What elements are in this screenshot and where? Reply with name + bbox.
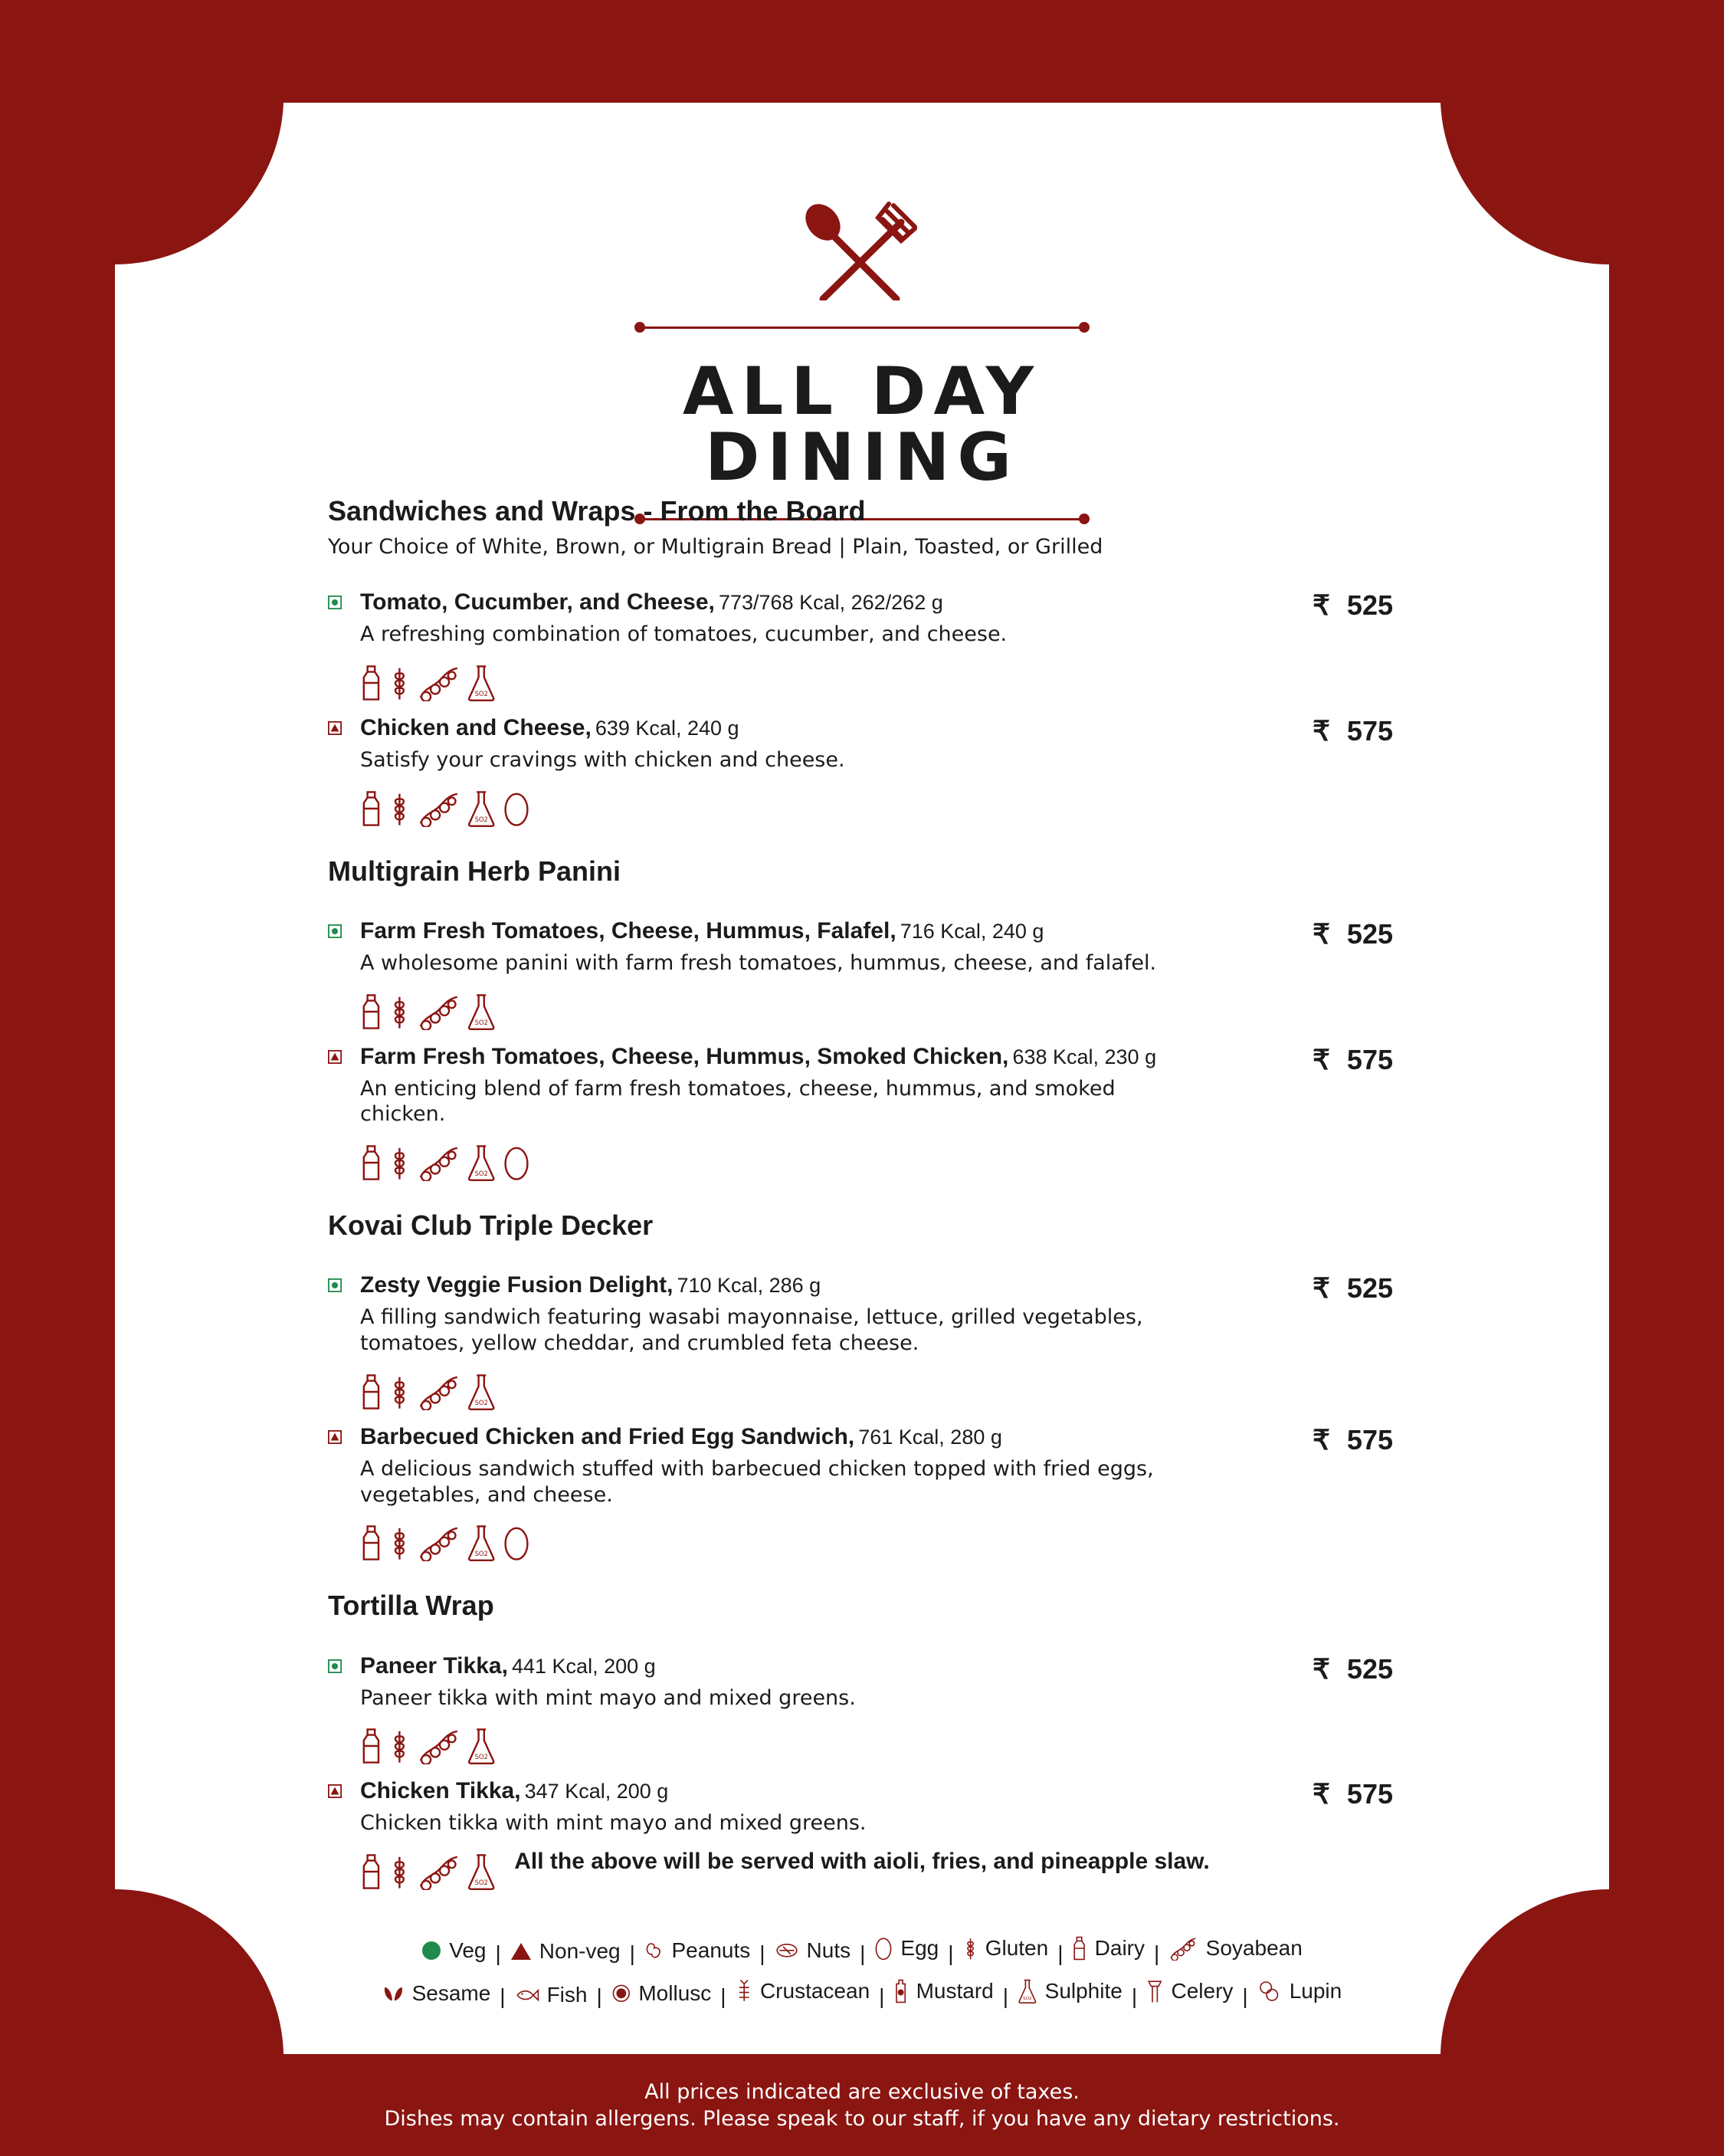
sulphite-icon xyxy=(467,1373,496,1410)
sulphite-icon xyxy=(467,665,496,701)
legend-label: Celery xyxy=(1171,1979,1234,2003)
item-nutrition: 773/768 Kcal, 262/262 g xyxy=(718,591,943,615)
rupee-icon: ₹ xyxy=(1313,1778,1330,1810)
menu-item xyxy=(328,715,1401,827)
non-veg-mark-icon xyxy=(328,1050,342,1064)
legend-label: Egg xyxy=(900,1936,939,1960)
legend-label: Mustard xyxy=(916,1979,994,2003)
egg-icon xyxy=(874,1936,893,1961)
allergen-icons xyxy=(360,987,1401,1030)
svg-text:SO2: SO2 xyxy=(474,1018,489,1026)
sulphite-icon xyxy=(467,790,496,827)
legend-label: Non-veg xyxy=(539,1939,621,1963)
legend-separator: | xyxy=(720,1984,726,2008)
price-value: 525 xyxy=(1346,1652,1393,1685)
price-value: 525 xyxy=(1346,589,1393,622)
legend-item xyxy=(1257,1979,1342,2003)
gluten-icon xyxy=(388,665,411,701)
legend-item xyxy=(874,1936,939,1961)
section-title: Kovai Club Triple Decker xyxy=(328,1209,654,1242)
legend-item xyxy=(644,1938,750,1963)
legend-label: Dairy xyxy=(1094,1936,1145,1960)
section-title: Multigrain Herb Panini xyxy=(328,855,621,887)
allergen-legend-row-1 xyxy=(0,1936,1724,1966)
rupee-icon: ₹ xyxy=(1313,589,1330,622)
legend-separator: | xyxy=(860,1941,866,1965)
gluten-icon xyxy=(388,1728,411,1764)
gluten-icon xyxy=(388,1524,411,1561)
legend-label: Soyabean xyxy=(1205,1936,1303,1960)
gluten-icon xyxy=(388,790,411,827)
menu-section xyxy=(328,1589,1401,1890)
legend-label: Veg xyxy=(449,1938,487,1962)
allergen-icons xyxy=(360,1367,1401,1410)
egg-icon xyxy=(503,790,530,827)
item-description: Chicken tikka with mint mayo and mixed greens. xyxy=(360,1811,867,1836)
lupin-icon xyxy=(1257,1979,1282,2003)
price-value: 575 xyxy=(1346,1778,1393,1810)
item-nutrition: 441 Kcal, 200 g xyxy=(512,1654,656,1678)
legend-label: Lupin xyxy=(1289,1979,1342,2003)
legend-label: Nuts xyxy=(806,1938,851,1963)
gluten-icon xyxy=(388,993,411,1030)
rupee-icon: ₹ xyxy=(1313,917,1330,950)
legend-label: Sesame xyxy=(411,1981,491,2006)
gluten-icon xyxy=(388,1144,411,1181)
item-name: Farm Fresh Tomatoes, Cheese, Hummus, Falafel, xyxy=(360,917,896,943)
legend-item xyxy=(510,1939,621,1964)
footer xyxy=(0,2079,1724,2132)
gluten-icon xyxy=(388,1373,411,1410)
item-nutrition: 761 Kcal, 280 g xyxy=(858,1425,1002,1449)
svg-text:SO2: SO2 xyxy=(474,1550,489,1558)
allergen-icons xyxy=(360,1518,1401,1561)
item-description: An enticing blend of farm fresh tomatoes, cheese, hummus, and smoked chicken. xyxy=(360,1076,1116,1127)
item-nutrition: 347 Kcal, 200 g xyxy=(524,1780,669,1803)
item-nutrition: 716 Kcal, 240 g xyxy=(900,919,1044,943)
soyabean-icon xyxy=(417,790,461,827)
legend-item xyxy=(893,1979,993,2003)
gluten-icon xyxy=(963,1936,978,1961)
spoon-fork-icon xyxy=(797,201,919,300)
item-description: A filling sandwich featuring wasabi mayonnaise, lettuce, grilled vegetables, tomatoes, yellow cheddar, and crumbled feta cheese. xyxy=(360,1305,1143,1356)
allergen-icons xyxy=(360,658,1401,701)
egg-icon xyxy=(503,1524,530,1561)
legend-item xyxy=(736,1979,870,2003)
item-description: A refreshing combination of tomatoes, cucumber, and cheese. xyxy=(360,622,1008,647)
legend-separator: | xyxy=(1002,1984,1009,2008)
peanut-icon xyxy=(644,1941,664,1961)
celery-icon xyxy=(1146,1979,1163,2003)
svg-text:SO2: SO2 xyxy=(1023,1997,1032,2002)
item-name: Paneer Tikka, xyxy=(360,1652,508,1679)
item-nutrition: 638 Kcal, 230 g xyxy=(1012,1045,1157,1068)
sulphite-icon xyxy=(467,1144,496,1181)
allergen-icons xyxy=(360,784,1401,827)
item-price xyxy=(1313,1653,1393,1685)
price-value: 575 xyxy=(1346,714,1393,747)
sulphite-icon xyxy=(467,993,496,1030)
dairy-icon xyxy=(360,665,382,701)
legend-separator: | xyxy=(879,1984,885,2008)
sulphite-icon xyxy=(1018,1979,1037,2003)
served-note: All the above will be served with aioli, fries, and pineapple slaw. xyxy=(514,1849,1210,1874)
menu-item xyxy=(328,1653,1401,1765)
rupee-icon: ₹ xyxy=(1313,1652,1330,1685)
dairy-icon xyxy=(1072,1936,1087,1961)
legend-separator: | xyxy=(1154,1941,1160,1965)
title-rule-top xyxy=(536,322,1188,333)
non-veg-mark-icon xyxy=(328,1784,342,1798)
non-veg-mark-icon xyxy=(328,1430,342,1444)
item-nutrition: 639 Kcal, 240 g xyxy=(595,716,739,740)
item-description: A wholesome panini with farm fresh tomatoes, hummus, cheese, and falafel. xyxy=(360,950,1157,975)
dairy-icon xyxy=(360,1524,382,1561)
legend-item xyxy=(1146,1979,1233,2003)
item-name: Farm Fresh Tomatoes, Cheese, Hummus, Smoked Chicken, xyxy=(360,1043,1009,1069)
menu-section xyxy=(328,855,1401,1181)
item-price xyxy=(1313,918,1393,950)
item-name: Chicken and Cheese, xyxy=(360,714,592,740)
item-name: Zesty Veggie Fusion Delight, xyxy=(360,1272,674,1298)
veg-mark-icon xyxy=(328,1659,342,1673)
item-nutrition: 710 Kcal, 286 g xyxy=(677,1274,821,1298)
fish-icon xyxy=(515,1987,539,2003)
legend-item xyxy=(1072,1936,1145,1961)
section-title: Sandwiches and Wraps - From the Board xyxy=(328,495,866,527)
legend-item xyxy=(775,1938,851,1963)
item-price xyxy=(1313,1778,1393,1810)
non-veg-triangle-icon xyxy=(510,1942,532,1961)
item-price xyxy=(1313,1424,1393,1456)
rupee-icon: ₹ xyxy=(1313,1423,1330,1455)
page-title: ALL DAY DINING xyxy=(682,353,1042,496)
menu-section xyxy=(328,494,1401,827)
rupee-icon: ₹ xyxy=(1313,1043,1330,1075)
item-name: Tomato, Cucumber, and Cheese, xyxy=(360,589,715,615)
soyabean-icon xyxy=(417,1524,461,1561)
price-value: 525 xyxy=(1346,1272,1393,1304)
veg-dot-icon xyxy=(421,1941,441,1961)
price-value: 575 xyxy=(1346,1043,1393,1075)
menu-section xyxy=(328,1209,1401,1561)
soyabean-icon xyxy=(417,993,461,1030)
legend-separator: | xyxy=(629,1941,635,1965)
item-price xyxy=(1313,589,1393,622)
dairy-icon xyxy=(360,1728,382,1764)
legend-separator: | xyxy=(596,1984,602,2008)
svg-text:SO2: SO2 xyxy=(474,1753,489,1761)
item-description: A delicious sandwich stuffed with barbecued chicken topped with fried eggs, vegetables, and cheese. xyxy=(360,1456,1154,1507)
legend-item xyxy=(1018,1979,1123,2003)
section-subtitle: Your Choice of White, Brown, or Multigrain Bread | Plain, Toasted, or Grilled xyxy=(328,535,1103,560)
veg-mark-icon xyxy=(328,924,342,938)
dairy-icon xyxy=(360,1144,382,1181)
menu-item xyxy=(328,1044,1401,1182)
soyabean-icon xyxy=(417,665,461,701)
legend-item xyxy=(382,1981,491,2006)
legend-separator: | xyxy=(759,1941,765,1965)
soyabean-icon xyxy=(417,1373,461,1410)
dairy-icon xyxy=(360,790,382,827)
legend-label: Gluten xyxy=(985,1936,1049,1960)
menu-item xyxy=(328,1272,1401,1410)
legend-item xyxy=(515,1983,588,2007)
legend-separator: | xyxy=(1131,1984,1138,2008)
soyabean-icon xyxy=(1168,1936,1198,1961)
mustard-icon xyxy=(893,1979,908,2003)
footer-allergen-note: Dishes may contain allergens. Please speak to our staff, if you have any dietary restrictions. xyxy=(384,2107,1340,2131)
svg-text:SO2: SO2 xyxy=(474,1398,489,1406)
legend-item xyxy=(963,1936,1049,1961)
footer-taxes-note: All prices indicated are exclusive of taxes. xyxy=(644,2080,1080,2104)
item-price xyxy=(1313,715,1393,747)
menu-item xyxy=(328,1424,1401,1562)
crustacean-icon xyxy=(736,1979,752,2003)
price-value: 575 xyxy=(1346,1423,1393,1455)
legend-separator: | xyxy=(500,1984,506,2008)
legend-item xyxy=(611,1981,712,2006)
sulphite-icon xyxy=(467,1524,496,1561)
sesame-icon xyxy=(382,1984,405,2003)
legend-separator: | xyxy=(495,1941,501,1965)
allergen-icons xyxy=(360,1138,1401,1181)
legend-item xyxy=(1168,1936,1303,1961)
veg-mark-icon xyxy=(328,596,342,609)
item-description: Satisfy your cravings with chicken and cheese. xyxy=(360,747,845,772)
sulphite-icon xyxy=(467,1728,496,1764)
legend-label: Fish xyxy=(546,1982,588,2007)
item-description: Paneer tikka with mint mayo and mixed greens. xyxy=(360,1685,856,1710)
item-name: Barbecued Chicken and Fried Egg Sandwich, xyxy=(360,1423,855,1449)
price-value: 525 xyxy=(1346,917,1393,950)
legend-label: Crustacean xyxy=(759,1979,870,2003)
svg-text:SO2: SO2 xyxy=(474,1878,489,1886)
legend-separator: | xyxy=(1242,1984,1248,2008)
svg-text:SO2: SO2 xyxy=(474,689,489,697)
legend-separator: | xyxy=(948,1941,954,1965)
legend-label: Mollusc xyxy=(638,1981,712,2006)
soyabean-icon xyxy=(417,1728,461,1764)
item-price xyxy=(1313,1044,1393,1076)
non-veg-mark-icon xyxy=(328,721,342,735)
svg-text:SO2: SO2 xyxy=(474,815,489,823)
menu-item xyxy=(328,918,1401,1030)
mollusc-icon xyxy=(611,1984,631,2003)
item-name: Chicken Tikka, xyxy=(360,1778,521,1804)
menu-content xyxy=(328,494,1401,1918)
veg-mark-icon xyxy=(328,1278,342,1292)
egg-icon xyxy=(503,1144,530,1181)
rupee-icon: ₹ xyxy=(1313,714,1330,747)
allergen-legend-row-2 xyxy=(0,1979,1724,2009)
rupee-icon: ₹ xyxy=(1313,1272,1330,1304)
section-title: Tortilla Wrap xyxy=(328,1590,494,1622)
svg-text:SO2: SO2 xyxy=(474,1169,489,1177)
soyabean-icon xyxy=(417,1144,461,1181)
legend-label: Peanuts xyxy=(671,1938,751,1963)
item-price xyxy=(1313,1272,1393,1304)
allergen-icons xyxy=(360,1721,1401,1764)
menu-item xyxy=(328,589,1401,701)
legend-label: Sulphite xyxy=(1044,1979,1123,2003)
legend-separator: | xyxy=(1057,1941,1064,1965)
dairy-icon xyxy=(360,1373,382,1410)
dairy-icon xyxy=(360,993,382,1030)
legend-item xyxy=(421,1938,486,1963)
nuts-icon xyxy=(775,1941,799,1961)
